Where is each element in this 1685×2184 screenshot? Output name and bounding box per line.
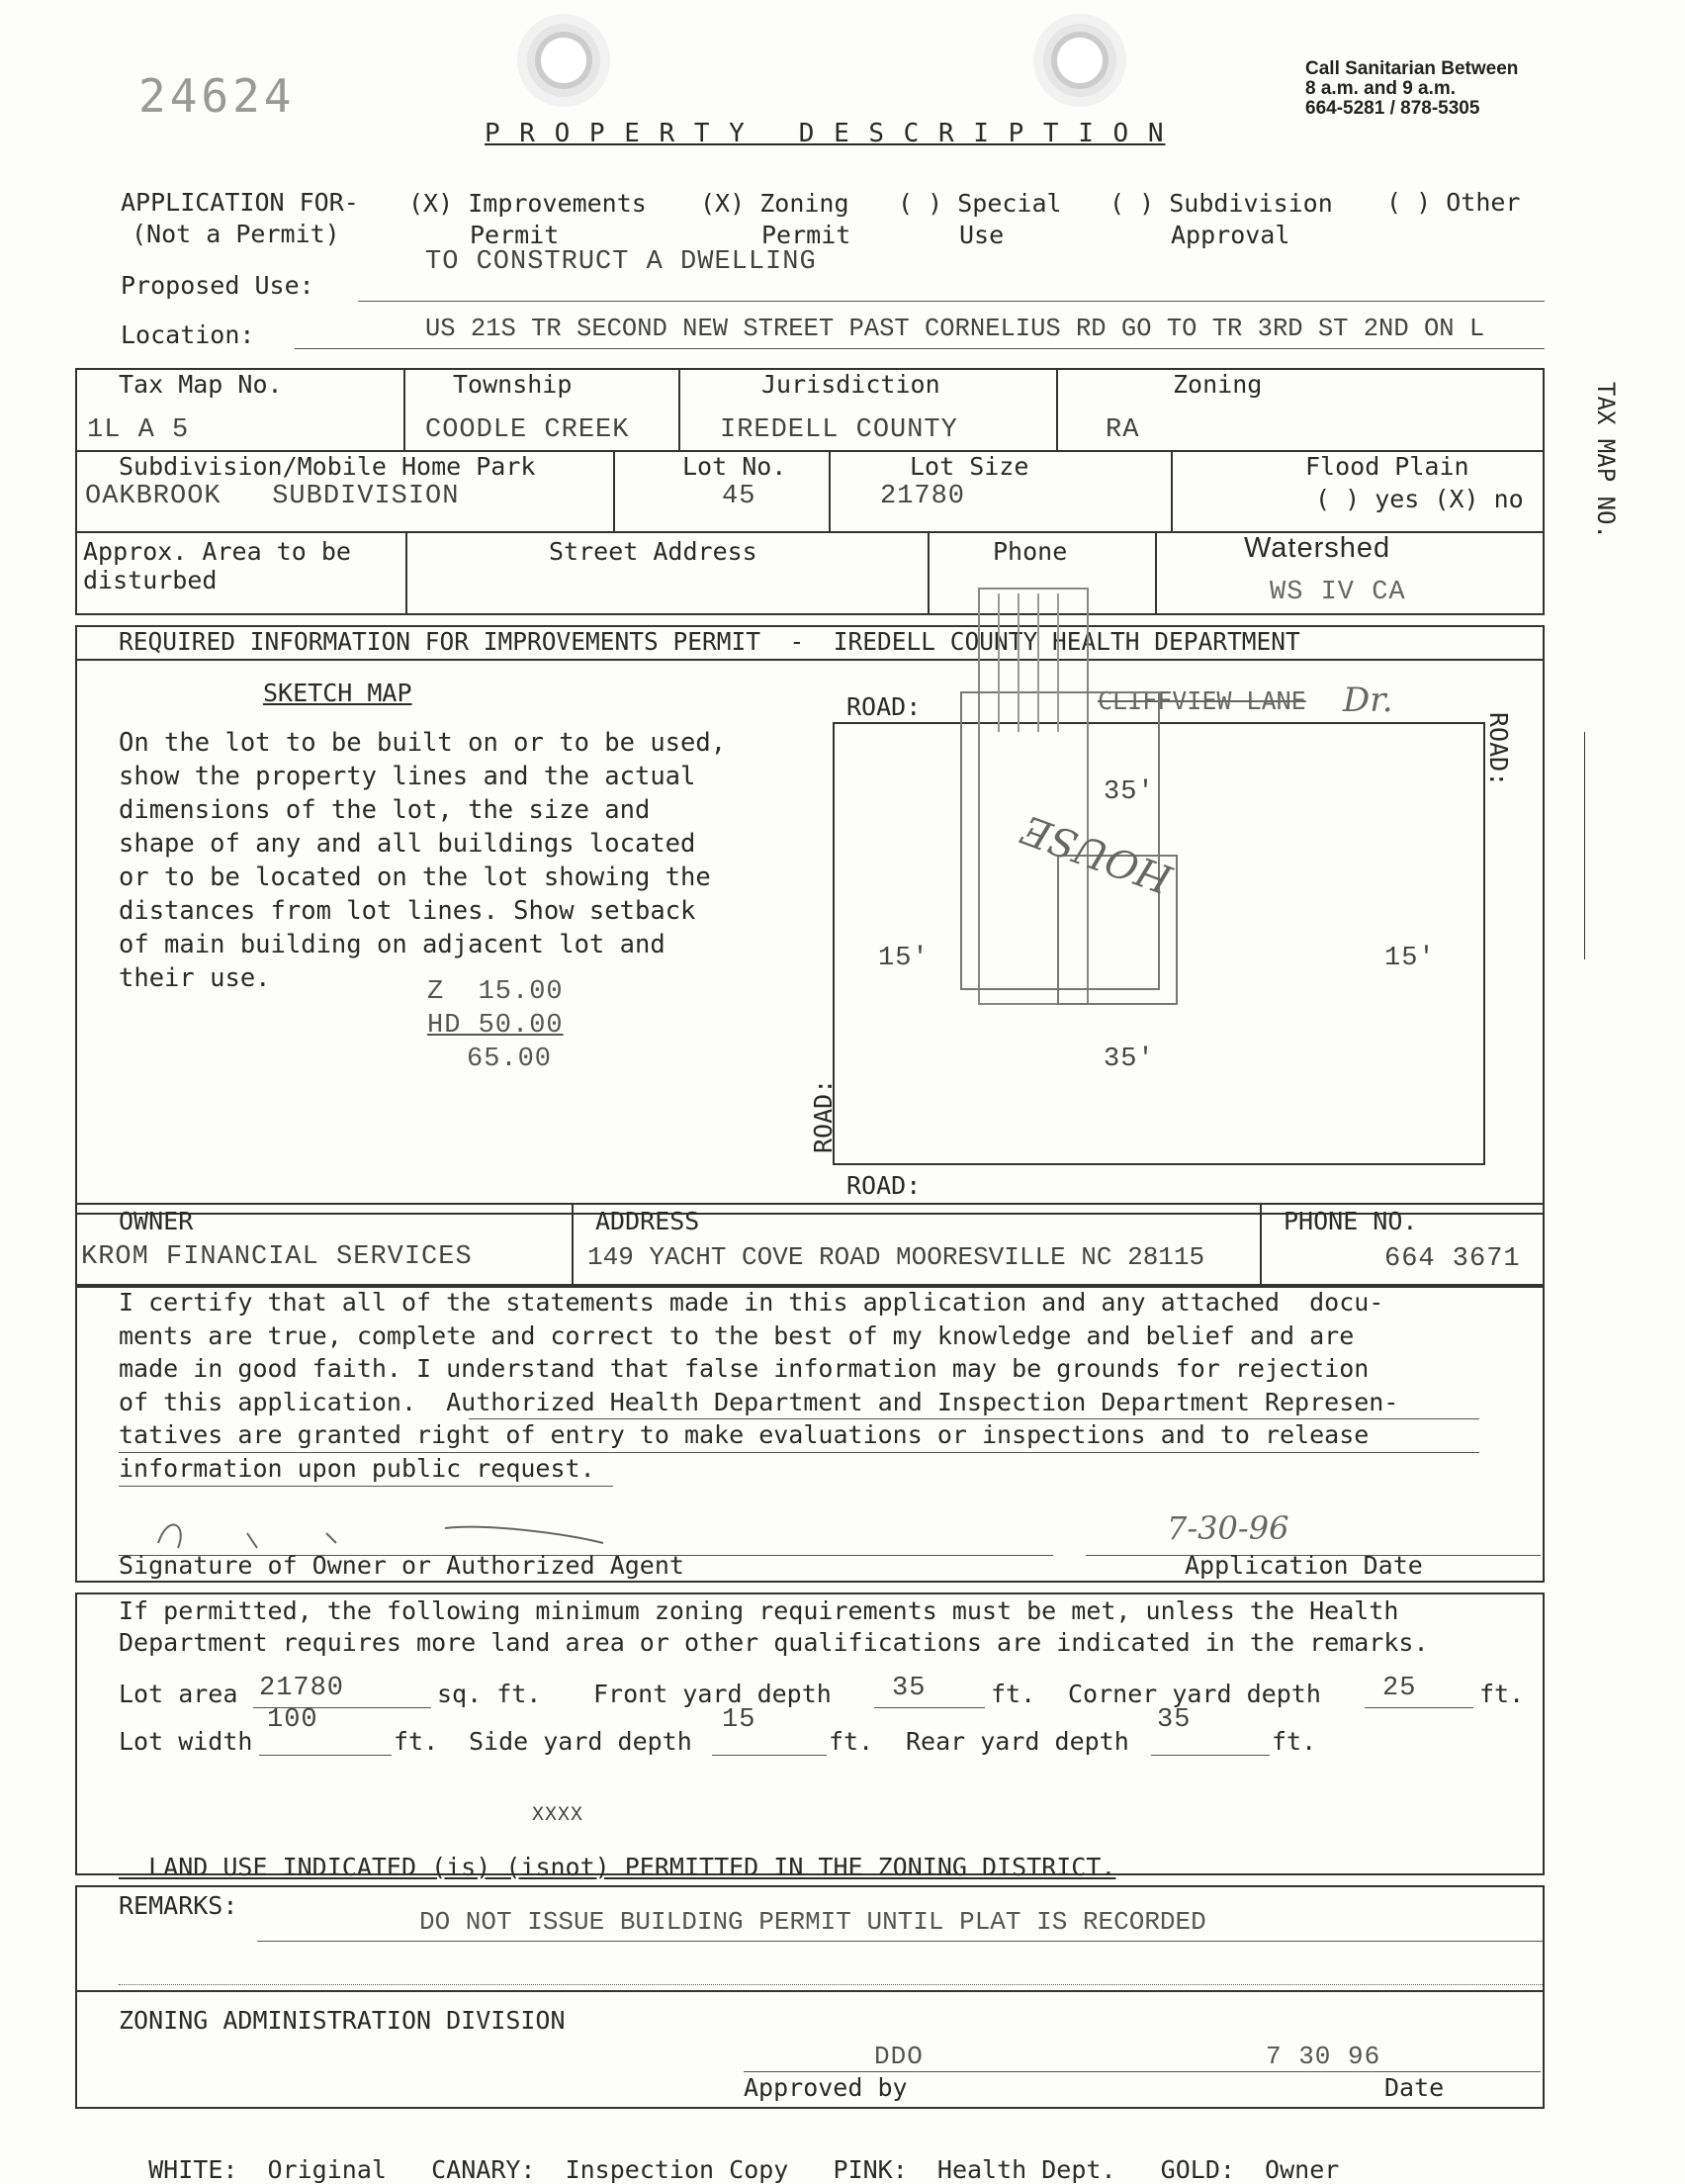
road-top-handwritten: Dr. bbox=[1343, 681, 1393, 720]
instruction-line: distances from lot lines. Show setback bbox=[119, 896, 696, 926]
certification-line: of this application. Authorized Health Department and Inspection Department Represen- bbox=[119, 1387, 1399, 1416]
area-disturbed-label-2: disturbed bbox=[83, 566, 218, 594]
phone-no-value[interactable]: 664 3671 bbox=[1384, 1244, 1521, 1274]
sanitarian-note bbox=[1305, 59, 1518, 119]
owner-label: OWNER bbox=[119, 1207, 194, 1235]
township-label: Township bbox=[453, 370, 573, 399]
app-date-label: Application Date bbox=[1185, 1551, 1423, 1580]
rear-yard-unit: ft. bbox=[1272, 1727, 1317, 1756]
parcel-rule bbox=[928, 531, 930, 615]
instruction-line: dimensions of the lot, the size and bbox=[119, 795, 651, 825]
land-use-statement bbox=[119, 1824, 1115, 1881]
lot-size-label: Lot Size bbox=[910, 452, 1029, 481]
side-yard-unit: ft. bbox=[829, 1727, 874, 1756]
proposed-use-rule bbox=[358, 301, 1545, 302]
sanitarian-line-2: 8 a.m. and 9 a.m. bbox=[1305, 78, 1457, 99]
subdivision-label: Subdivision/Mobile Home Park bbox=[119, 452, 536, 481]
parcel-rule bbox=[613, 450, 615, 531]
lot-area-label: Lot area bbox=[119, 1680, 238, 1708]
parcel-rule bbox=[678, 368, 680, 450]
zoning-division-label: ZONING ADMINISTRATION DIVISION bbox=[119, 2006, 566, 2035]
proposed-use-value[interactable]: TO CONSTRUCT A DWELLING bbox=[425, 247, 817, 277]
tax-map-value[interactable]: 1L A 5 bbox=[87, 415, 190, 445]
authorized-underline bbox=[119, 1486, 613, 1487]
sanitarian-phones: 664-5281 / 878-5305 bbox=[1305, 98, 1480, 119]
copy-distribution bbox=[119, 2127, 1339, 2184]
option-subdivision-mark: ( ) bbox=[1109, 189, 1155, 218]
phone-no-label: PHONE NO. bbox=[1284, 1207, 1418, 1235]
page-title: P R O P E R T Y D E S C R I P T I O N bbox=[485, 119, 1166, 148]
rear-yard-value[interactable]: 35 bbox=[1157, 1705, 1192, 1735]
location-label: Location: bbox=[121, 320, 255, 349]
instruction-line: of main building on adjacent lot and bbox=[119, 930, 665, 959]
address-value[interactable]: 149 YACHT COVE ROAD MOORESVILLE NC 28115 bbox=[587, 1242, 1205, 1272]
option-other[interactable] bbox=[1386, 188, 1520, 217]
dimension-front: 35' bbox=[1104, 777, 1155, 807]
zoning-intro-2: Department requires more land area or other qualifications are indicated in the remarks. bbox=[119, 1628, 1429, 1657]
authorized-underline bbox=[119, 1452, 1479, 1453]
proposed-use-label: Proposed Use: bbox=[121, 271, 314, 300]
doc-number: 24624 bbox=[138, 69, 296, 123]
address-label: ADDRESS bbox=[595, 1207, 700, 1235]
application-sublabel: (Not a Permit) bbox=[132, 220, 340, 248]
approval-rule bbox=[744, 2071, 1541, 2072]
lot-width-rule bbox=[259, 1755, 392, 1756]
improvements-heading: REQUIRED INFORMATION FOR IMPROVEMENTS PERMIT - IREDELL COUNTY HEALTH DEPARTMENT bbox=[119, 627, 1300, 656]
option-subdivision-approval[interactable] bbox=[1109, 188, 1333, 251]
side-yard-label: Side yard depth bbox=[469, 1727, 692, 1756]
lot-width-label: Lot width bbox=[119, 1727, 253, 1756]
option-zoning-line1: Zoning bbox=[759, 189, 849, 218]
certification-line: tatives are granted right of entry to make evaluations or inspections and to release bbox=[119, 1420, 1370, 1449]
front-yard-rule bbox=[874, 1707, 985, 1708]
certification-line: information upon public request. bbox=[119, 1453, 595, 1483]
lot-width-unit: ft. bbox=[394, 1727, 439, 1756]
street-address-label: Street Address bbox=[549, 537, 757, 566]
instruction-line: or to be located on the lot showing the bbox=[119, 863, 711, 892]
side-yard-rule bbox=[712, 1755, 827, 1756]
parcel-rule bbox=[403, 368, 405, 450]
front-yard-label: Front yard depth bbox=[593, 1680, 832, 1708]
fee-block bbox=[427, 975, 564, 1076]
approved-by-value[interactable]: DDO bbox=[874, 2042, 924, 2071]
option-special-use[interactable] bbox=[898, 188, 1062, 251]
land-use-not: not bbox=[550, 1853, 595, 1881]
certification-line: ments are true, complete and correct to the best of my knowledge and belief and are bbox=[119, 1320, 1355, 1350]
certification-line: made in good faith. I understand that false information may be grounds for rejection bbox=[119, 1354, 1370, 1383]
corner-yard-rule bbox=[1365, 1707, 1473, 1708]
copy-pink-label: PINK: bbox=[833, 2155, 908, 2184]
dimension-rear: 35' bbox=[1104, 1045, 1155, 1074]
road-bottom-label: ROAD: bbox=[846, 1171, 922, 1200]
subdivision-value[interactable]: OAKBROOK SUBDIVISION bbox=[85, 482, 460, 511]
fee-total: 65.00 bbox=[467, 1045, 553, 1074]
owner-rule bbox=[572, 1203, 574, 1286]
tax-map-label: Tax Map No. bbox=[119, 370, 283, 399]
stamp-outline bbox=[979, 589, 1088, 1004]
app-date-value[interactable]: 7-30-96 bbox=[1167, 1509, 1289, 1547]
road-left-label: ROAD: bbox=[809, 1078, 838, 1153]
corner-yard-label: Corner yard depth bbox=[1068, 1680, 1321, 1708]
owner-value[interactable]: KROM FINANCIAL SERVICES bbox=[81, 1242, 473, 1272]
copy-white-label: WHITE: bbox=[148, 2155, 238, 2184]
zoning-value[interactable]: RA bbox=[1106, 415, 1140, 445]
approved-by-label: Approved by bbox=[744, 2073, 908, 2102]
parcel-rule bbox=[405, 531, 407, 615]
option-other-line1: Other bbox=[1446, 188, 1521, 217]
option-improvements-mark: (X) bbox=[408, 189, 454, 218]
remarks-rule-2 bbox=[119, 1984, 1543, 1985]
side-yard-value[interactable]: 15 bbox=[722, 1705, 756, 1735]
option-improvements-permit[interactable] bbox=[408, 188, 647, 251]
lot-area-unit: sq. ft. bbox=[437, 1680, 542, 1708]
front-yard-value[interactable]: 35 bbox=[892, 1674, 927, 1703]
lot-no-value[interactable]: 45 bbox=[722, 482, 756, 511]
fee-health: HD 50.00 bbox=[427, 1011, 564, 1041]
option-zoning-line2: Permit bbox=[761, 221, 851, 249]
option-subdivision-line1: Subdivision bbox=[1169, 189, 1333, 218]
remarks-label: REMARKS: bbox=[119, 1891, 238, 1920]
location-rule bbox=[295, 348, 1545, 349]
remarks-rule bbox=[257, 1941, 1543, 1942]
township-value[interactable]: COODLE CREEK bbox=[425, 415, 630, 445]
watershed-label: Watershed bbox=[1244, 532, 1391, 564]
signature-label: Signature of Owner or Authorized Agent bbox=[119, 1551, 684, 1580]
jurisdiction-value[interactable]: IREDELL COUNTY bbox=[720, 415, 958, 445]
certification-text bbox=[119, 1286, 1398, 1485]
land-use-part-2: ) PERMITTED IN THE ZONING DISTRICT. bbox=[594, 1853, 1116, 1881]
copy-white: Original bbox=[267, 2155, 387, 2184]
authorized-underline bbox=[469, 1418, 1479, 1419]
lot-no-label: Lot No. bbox=[682, 452, 787, 481]
sketch-map-label: SKETCH MAP bbox=[263, 679, 412, 707]
option-special-mark: ( ) bbox=[898, 189, 943, 218]
road-top-value[interactable]: CLIFFVIEW LANE bbox=[1098, 686, 1306, 715]
copy-canary: Inspection Copy bbox=[565, 2155, 789, 2184]
sanitarian-line-1: Call Sanitarian Between bbox=[1305, 58, 1519, 79]
jurisdiction-label: Jurisdiction bbox=[761, 370, 940, 399]
parcel-rule bbox=[1171, 450, 1173, 531]
land-use-part-1: LAND USE INDICATED (is) (is bbox=[148, 1853, 551, 1881]
option-improvements-line1: Improvements bbox=[468, 189, 647, 218]
area-disturbed-label-1: Approx. Area to be bbox=[83, 537, 351, 566]
punch-hole-right bbox=[1057, 38, 1103, 83]
copy-canary-label: CANARY: bbox=[431, 2155, 536, 2184]
zoning-label: Zoning bbox=[1173, 370, 1263, 399]
option-zoning-mark: (X) bbox=[700, 189, 746, 218]
watershed-value[interactable]: WS IV CA bbox=[1270, 578, 1406, 607]
parcel-rule bbox=[829, 450, 831, 531]
punch-hole-left bbox=[541, 38, 586, 83]
sketch-instructions bbox=[119, 726, 726, 995]
instruction-line: their use. bbox=[119, 963, 271, 993]
phone-label: Phone bbox=[993, 537, 1068, 566]
option-special-line2: Use bbox=[959, 221, 1005, 249]
option-other-mark: ( ) bbox=[1386, 188, 1432, 217]
option-special-line1: Special bbox=[957, 189, 1062, 218]
road-top-label: ROAD: bbox=[846, 692, 922, 721]
rear-yard-label: Rear yard depth bbox=[906, 1727, 1129, 1756]
location-value[interactable]: US 21S TR SECOND NEW STREET PAST CORNELIUS RD GO TO TR 3RD ST 2ND ON L bbox=[425, 315, 1485, 343]
flood-plain-value[interactable]: ( ) yes (X) no bbox=[1315, 485, 1524, 513]
instruction-line: show the property lines and the actual bbox=[119, 762, 696, 791]
certification-line: I certify that all of the statements made in this application and any attached docu- bbox=[119, 1288, 1384, 1317]
lot-area-value[interactable]: 21780 bbox=[259, 1674, 345, 1703]
instruction-line: shape of any and all buildings located bbox=[119, 829, 696, 859]
remarks-divider bbox=[75, 1990, 1545, 1992]
option-subdivision-line2: Approval bbox=[1171, 221, 1290, 249]
instruction-line: On the lot to be built on or to be used, bbox=[119, 728, 727, 758]
fee-zoning: Z 15.00 bbox=[427, 977, 564, 1007]
copy-gold-label: GOLD: bbox=[1160, 2155, 1235, 2184]
lot-width-value[interactable]: 100 bbox=[267, 1705, 318, 1735]
front-yard-unit: ft. bbox=[991, 1680, 1036, 1708]
application-label: APPLICATION FOR- bbox=[121, 188, 359, 217]
flood-plain-label: Flood Plain bbox=[1305, 452, 1469, 481]
house-sketch bbox=[949, 574, 1206, 1039]
owner-rule bbox=[1260, 1203, 1262, 1286]
improvements-heading-rule bbox=[75, 659, 1545, 661]
tax-map-side-rule bbox=[1584, 732, 1585, 959]
dimension-left: 15' bbox=[878, 944, 930, 973]
option-improvements-line2: Permit bbox=[470, 221, 560, 249]
copy-pink: Health Dept. bbox=[936, 2155, 1116, 2184]
lot-size-value[interactable]: 21780 bbox=[880, 482, 966, 511]
approval-date-value[interactable]: 7 30 96 bbox=[1266, 2042, 1381, 2071]
zoning-intro-1: If permitted, the following minimum zoning requirements must be met, unless the Health bbox=[119, 1596, 1399, 1625]
road-right-label: ROAD: bbox=[1484, 712, 1513, 787]
copy-gold: Owner bbox=[1265, 2155, 1340, 2184]
parcel-rule bbox=[1056, 368, 1058, 450]
approval-date-label: Date bbox=[1384, 2073, 1445, 2102]
remarks-value[interactable]: DO NOT ISSUE BUILDING PERMIT UNTIL PLAT IS RECORDED bbox=[419, 1907, 1206, 1937]
rear-yard-rule bbox=[1151, 1755, 1270, 1756]
land-use-strikeout: XXXX bbox=[532, 1804, 584, 1827]
tax-map-side-label: TAX MAP NO. bbox=[1592, 382, 1620, 539]
house-handwritten: HOUSE bbox=[1015, 805, 1179, 902]
corner-yard-unit: ft. bbox=[1479, 1680, 1525, 1708]
corner-yard-value[interactable]: 25 bbox=[1382, 1674, 1417, 1703]
option-zoning-permit[interactable] bbox=[700, 188, 850, 251]
dimension-right: 15' bbox=[1384, 944, 1436, 973]
